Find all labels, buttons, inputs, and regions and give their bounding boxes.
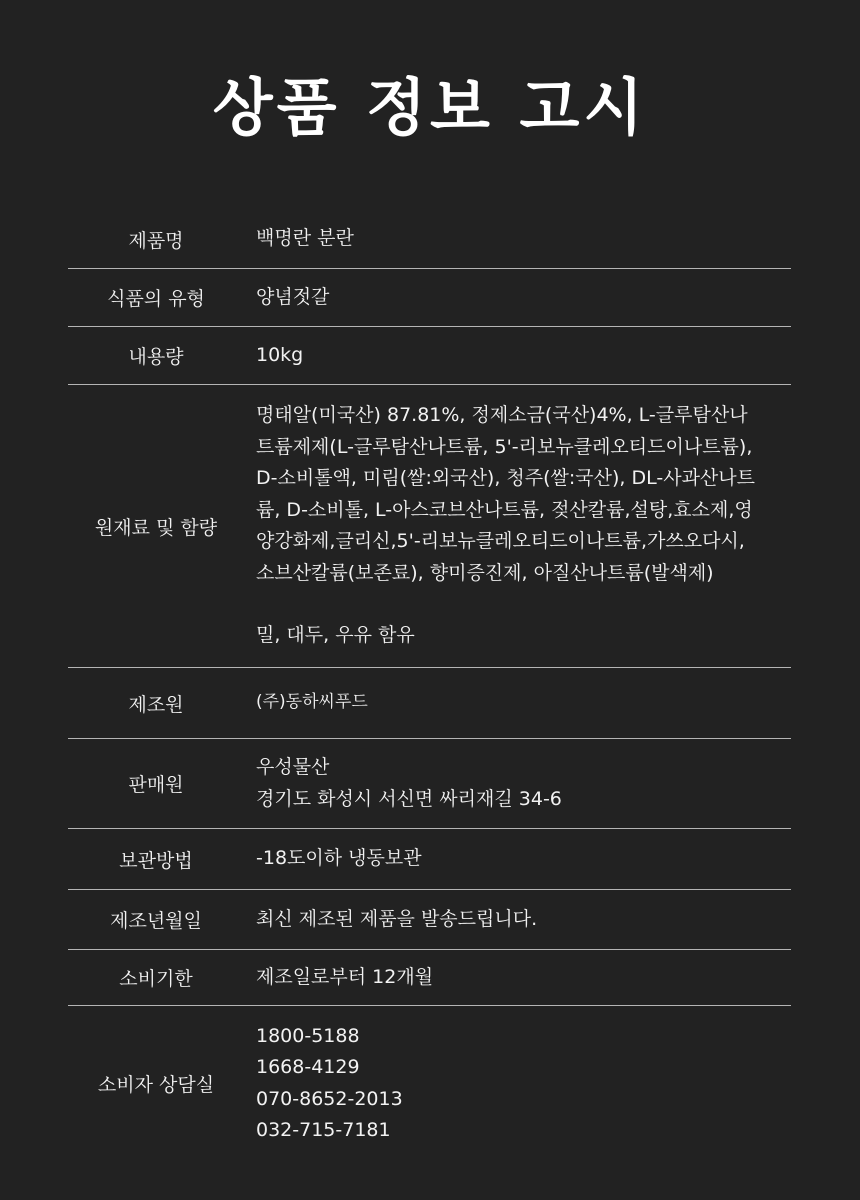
row-label: 제조년월일 xyxy=(110,910,202,932)
value-line: 최신 제조된 제품을 발송드립니다. xyxy=(256,907,538,930)
row-value xyxy=(244,340,303,372)
value-line: 우성물산 xyxy=(256,756,330,778)
row-food-type xyxy=(68,269,791,327)
row-expiry xyxy=(68,950,791,1006)
value-line: (주)동하씨푸드 xyxy=(256,692,368,713)
phone-number: 032-715-7181 xyxy=(256,1119,391,1141)
row-manufacturer xyxy=(68,668,791,739)
row-ingredients xyxy=(68,385,791,668)
row-label: 식품의 유형 xyxy=(107,288,205,310)
row-value xyxy=(244,1021,403,1147)
value-line: 명태알(미국산) 87.81%, 정제소금(국산)4%, L-글루탐산나 xyxy=(256,404,748,427)
phone-number: 070-8652-2013 xyxy=(256,1087,403,1110)
row-manufacture-date xyxy=(68,890,791,950)
value-line: 백명란 분란 xyxy=(256,227,354,250)
row-value xyxy=(244,223,354,255)
row-value xyxy=(244,400,755,652)
row-value xyxy=(244,843,422,875)
product-info-table xyxy=(68,210,791,1161)
value-line: 10kg xyxy=(256,343,304,366)
row-label: 소비자 상담실 xyxy=(97,1074,215,1096)
row-label: 내용량 xyxy=(128,346,184,368)
row-label: 판매원 xyxy=(128,774,184,796)
value-line: 소브산칼륨(보존료), 향미증진제, 아질산나트륨(발색제) xyxy=(256,561,714,584)
allergen-info: 밀, 대두, 우유 함유 xyxy=(256,624,415,647)
value-line: 경기도 화성시 서신면 싸리재길 34-6 xyxy=(256,787,562,810)
phone-number: 1668-4129 xyxy=(256,1056,360,1078)
row-label: 원재료 및 함량 xyxy=(94,516,218,539)
page-title: 상품 정보 고시 xyxy=(212,71,648,144)
value-line: 양념젓갈 xyxy=(256,285,330,308)
value-line: 륨, D-소비톨, L-아스코브산나트륨, 젖산칼륨,설탕,효소제,영 xyxy=(256,498,753,521)
value-line: 제조일로부터 12개월 xyxy=(256,965,434,988)
value-line: -18도이하 냉동보관 xyxy=(256,847,422,870)
row-label: 제품명 xyxy=(128,229,184,252)
row-value xyxy=(244,962,433,994)
row-label: 제조원 xyxy=(128,693,184,716)
row-value xyxy=(244,687,368,719)
row-label: 소비기한 xyxy=(119,968,193,990)
value-line: 트륨제제(L-글루탐산나트륨, 5'-리보뉴클레오티드이나트륨), xyxy=(256,435,753,458)
phone-number: 1800-5188 xyxy=(256,1024,360,1047)
value-line: D-소비톨액, 미림(쌀:외국산), 청주(쌀:국산), DL-사과산나트 xyxy=(256,467,755,490)
row-product-name xyxy=(68,210,791,269)
row-customer-service xyxy=(68,1006,791,1161)
row-value xyxy=(244,904,537,936)
row-value xyxy=(244,752,562,815)
row-net-weight xyxy=(68,327,791,385)
row-storage xyxy=(68,829,791,890)
row-seller xyxy=(68,739,791,829)
value-line: 양강화제,글리신,5'-리보뉴클레오티드이나트륨,가쓰오다시, xyxy=(256,530,745,553)
row-label: 보관방법 xyxy=(119,849,193,872)
row-value xyxy=(244,282,329,314)
